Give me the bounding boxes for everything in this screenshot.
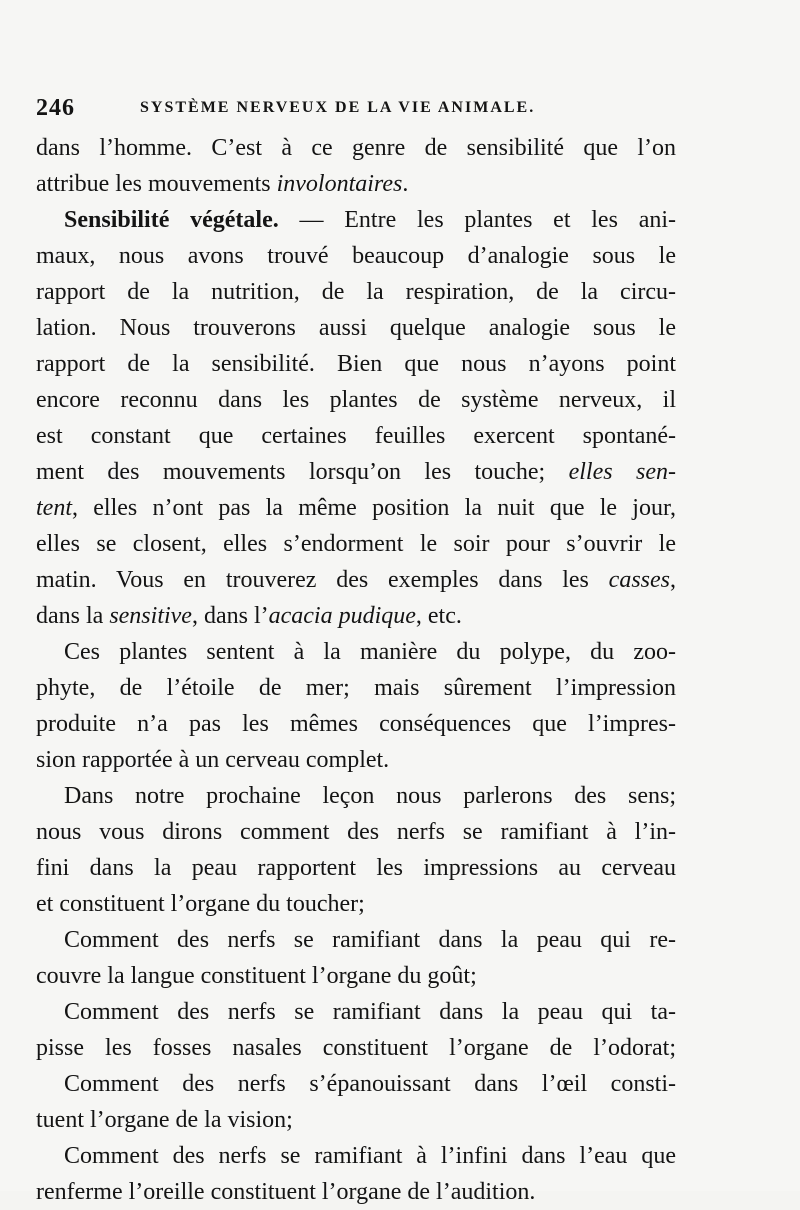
line-segment: Comment des nerfs se ramifiant dans la peau qui ta- <box>64 999 676 1025</box>
text-line-15 <box>64 634 676 670</box>
italic-term: tent <box>36 495 72 521</box>
line-segment: , etc. <box>415 603 462 629</box>
line-segment: dans la <box>36 603 110 629</box>
line-segment: et constituent l’organe du toucher; <box>36 891 365 917</box>
text-line-16 <box>36 670 676 706</box>
italic-term: casses <box>608 567 670 593</box>
text-line-20 <box>36 814 676 850</box>
text-line-9 <box>36 418 676 454</box>
line-segment: ment des mouvements lorsqu’on les touche; <box>36 459 569 485</box>
text-line-17 <box>36 706 676 742</box>
text-line-7 <box>36 346 676 382</box>
line-segment: Comment des nerfs s’épanouissant dans l’œil consti- <box>64 1071 676 1097</box>
page-number: 246 <box>36 95 75 121</box>
line-segment: Dans notre prochaine leçon nous parlerons des sens; <box>64 783 676 809</box>
line-segment: fini dans la peau rapportent les impressions au cerveau <box>36 855 676 881</box>
line-segment: Comment des nerfs se ramifiant dans la peau qui re- <box>64 927 676 953</box>
line-segment: , <box>670 567 676 593</box>
page-header <box>36 92 676 124</box>
text-line-29 <box>64 1138 676 1174</box>
text-line-21 <box>36 850 676 886</box>
line-segment: renferme l’oreille constituent l’organe de l’audition. <box>36 1179 536 1205</box>
text-line-24 <box>36 958 676 994</box>
line-segment: tuent l’organe de la vision; <box>36 1107 293 1133</box>
text-line-3 <box>64 202 676 238</box>
text-line-11 <box>36 490 676 526</box>
line-segment: sion rapportée à un cerveau complet. <box>36 747 390 773</box>
line-segment: couvre la langue constituent l’organe du goût; <box>36 963 477 989</box>
text-line-13 <box>36 562 676 598</box>
line-segment: , elles n’ont pas la même position la nuit que le jour, <box>72 495 676 521</box>
line-segment: lation. Nous trouverons aussi quelque analogie sous le <box>36 315 676 341</box>
line-segment: , dans l’ <box>191 603 269 629</box>
text-line-10 <box>36 454 676 490</box>
text-line-18 <box>36 742 676 778</box>
italic-term: sensitive <box>109 603 192 629</box>
text-line-6 <box>36 310 676 346</box>
text-line-23 <box>64 922 676 958</box>
running-title: SYSTÈME NERVEUX DE LA VIE ANIMALE. <box>140 99 536 116</box>
text-line-22 <box>36 886 676 922</box>
line-segment: rapport de la sensibilité. Bien que nous n’ayons point <box>36 351 676 377</box>
italic-term: acacia pudique <box>268 603 416 629</box>
line-segment: encore reconnu dans les plantes de système nerveux, il <box>36 387 676 413</box>
line-segment: rapport de la nutrition, de la respiration, de la circu- <box>36 279 676 305</box>
text-line-19 <box>64 778 676 814</box>
line-segment: . <box>402 171 409 197</box>
line-segment: est constant que certaines feuilles exercent spontané- <box>36 423 676 449</box>
text-line-30 <box>36 1174 676 1210</box>
text-line-27 <box>64 1066 676 1102</box>
line-segment: produite n’a pas les mêmes conséquences que l’impres- <box>36 711 676 737</box>
line-segment: phyte, de l’étoile de mer; mais sûrement l’impression <box>36 675 676 701</box>
line-segment: Ces plantes sentent à la manière du polype, du zoo- <box>64 639 676 665</box>
text-line-12 <box>36 526 676 562</box>
text-line-2 <box>36 166 676 202</box>
line-segment: maux, nous avons trouvé beaucoup d’analogie sous le <box>36 243 676 269</box>
section-heading: Sensibilité végétale. <box>64 207 279 233</box>
text-line-26 <box>36 1030 676 1066</box>
line-segment: dans l’homme. C’est à ce genre de sensibilité que l’on <box>36 135 676 161</box>
text-line-5 <box>36 274 676 310</box>
text-line-1 <box>36 130 676 166</box>
text-line-4 <box>36 238 676 274</box>
text-line-25 <box>64 994 676 1030</box>
line-segment: matin. Vous en trouverez des exemples dans les <box>36 567 609 593</box>
text-line-14 <box>36 598 676 634</box>
text-line-8 <box>36 382 676 418</box>
line-segment: nous vous dirons comment des nerfs se ramifiant à l’in- <box>36 819 676 845</box>
italic-term: elles sen- <box>568 459 676 485</box>
text-line-28 <box>36 1102 676 1138</box>
italic-term: involontaires <box>276 171 403 197</box>
line-segment: Comment des nerfs se ramifiant à l’infini dans l’eau que <box>64 1143 676 1169</box>
line-segment: pisse les fosses nasales constituent l’organe de l’odorat; <box>36 1035 676 1061</box>
line-segment: elles se closent, elles s’endorment le soir pour s’ouvrir le <box>36 531 676 557</box>
line-segment: attribue les mouvements <box>36 171 277 197</box>
line-segment: — Entre les plantes et les ani- <box>278 207 676 233</box>
